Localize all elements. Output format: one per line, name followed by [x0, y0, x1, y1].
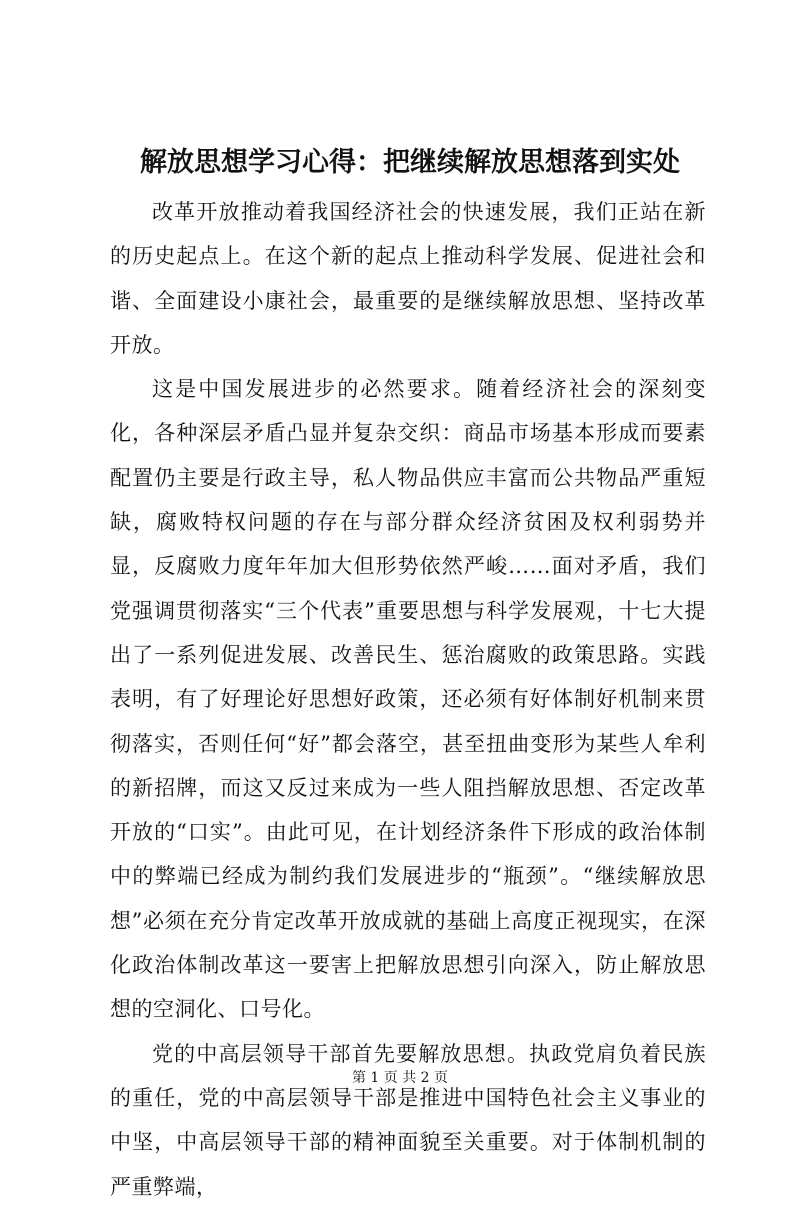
paragraph-3: 党的中高层领导干部首先要解放思想。执政党肩负着民族的重任，党的中高层领导干部是推进中国特色社会主义事业的中坚，中高层领导干部的精神面貌至关重要。对于体制机制的严重弊端，: [110, 1041, 706, 1199]
page-number-footer: 第 1 页 共 2 页: [351, 1070, 449, 1086]
document-body: [110, 190, 706, 1209]
document-title: 解放思想学习心得：把继续解放思想落到实处: [140, 147, 680, 178]
paragraph-2: 这是中国发展进步的必然要求。随着经济社会的深刻变化，各种深层矛盾凸显并复杂交织：商品市场基本形成而要素配置仍主要是行政主导，私人物品供应丰富而公共物品严重短缺，腐败特权问题的存在与部分群众经济贫困及权利弱势并显，反腐败力度年年加大但形势依然严峻……面对矛盾，我们党强调贯彻落实“三个代表”重要思想与科学发展观，十七大提出了一系列促进发展、改善民生、惩治腐败的政策思路。实践表明，有了好理论好思想好政策，还必须有好体制好机制来贯彻落实，否则任何“好”都会落空，甚至扭曲变形为某些人牟利的新招牌，而这又反过来成为一些人阻挡解放思想、否定改革开放的“口实”。由此可见，在计划经济条件下形成的政治体制中的弊端已经成为制约我们发展进步的“瓶颈”。“继续解放思想”必须在充分肯定改革开放成就的基础上高度正视现实，在深化政治体制改革这一要害上把解放思想引向深入，防止解放思想的空洞化、口号化。: [110, 377, 706, 1022]
paragraph-1: 改革开放推动着我国经济社会的快速发展，我们正站在新的历史起点上。在这个新的起点上推动科学发展、促进社会和谐、全面建设小康社会，最重要的是继续解放思想、坚持改革开放。: [110, 200, 706, 357]
